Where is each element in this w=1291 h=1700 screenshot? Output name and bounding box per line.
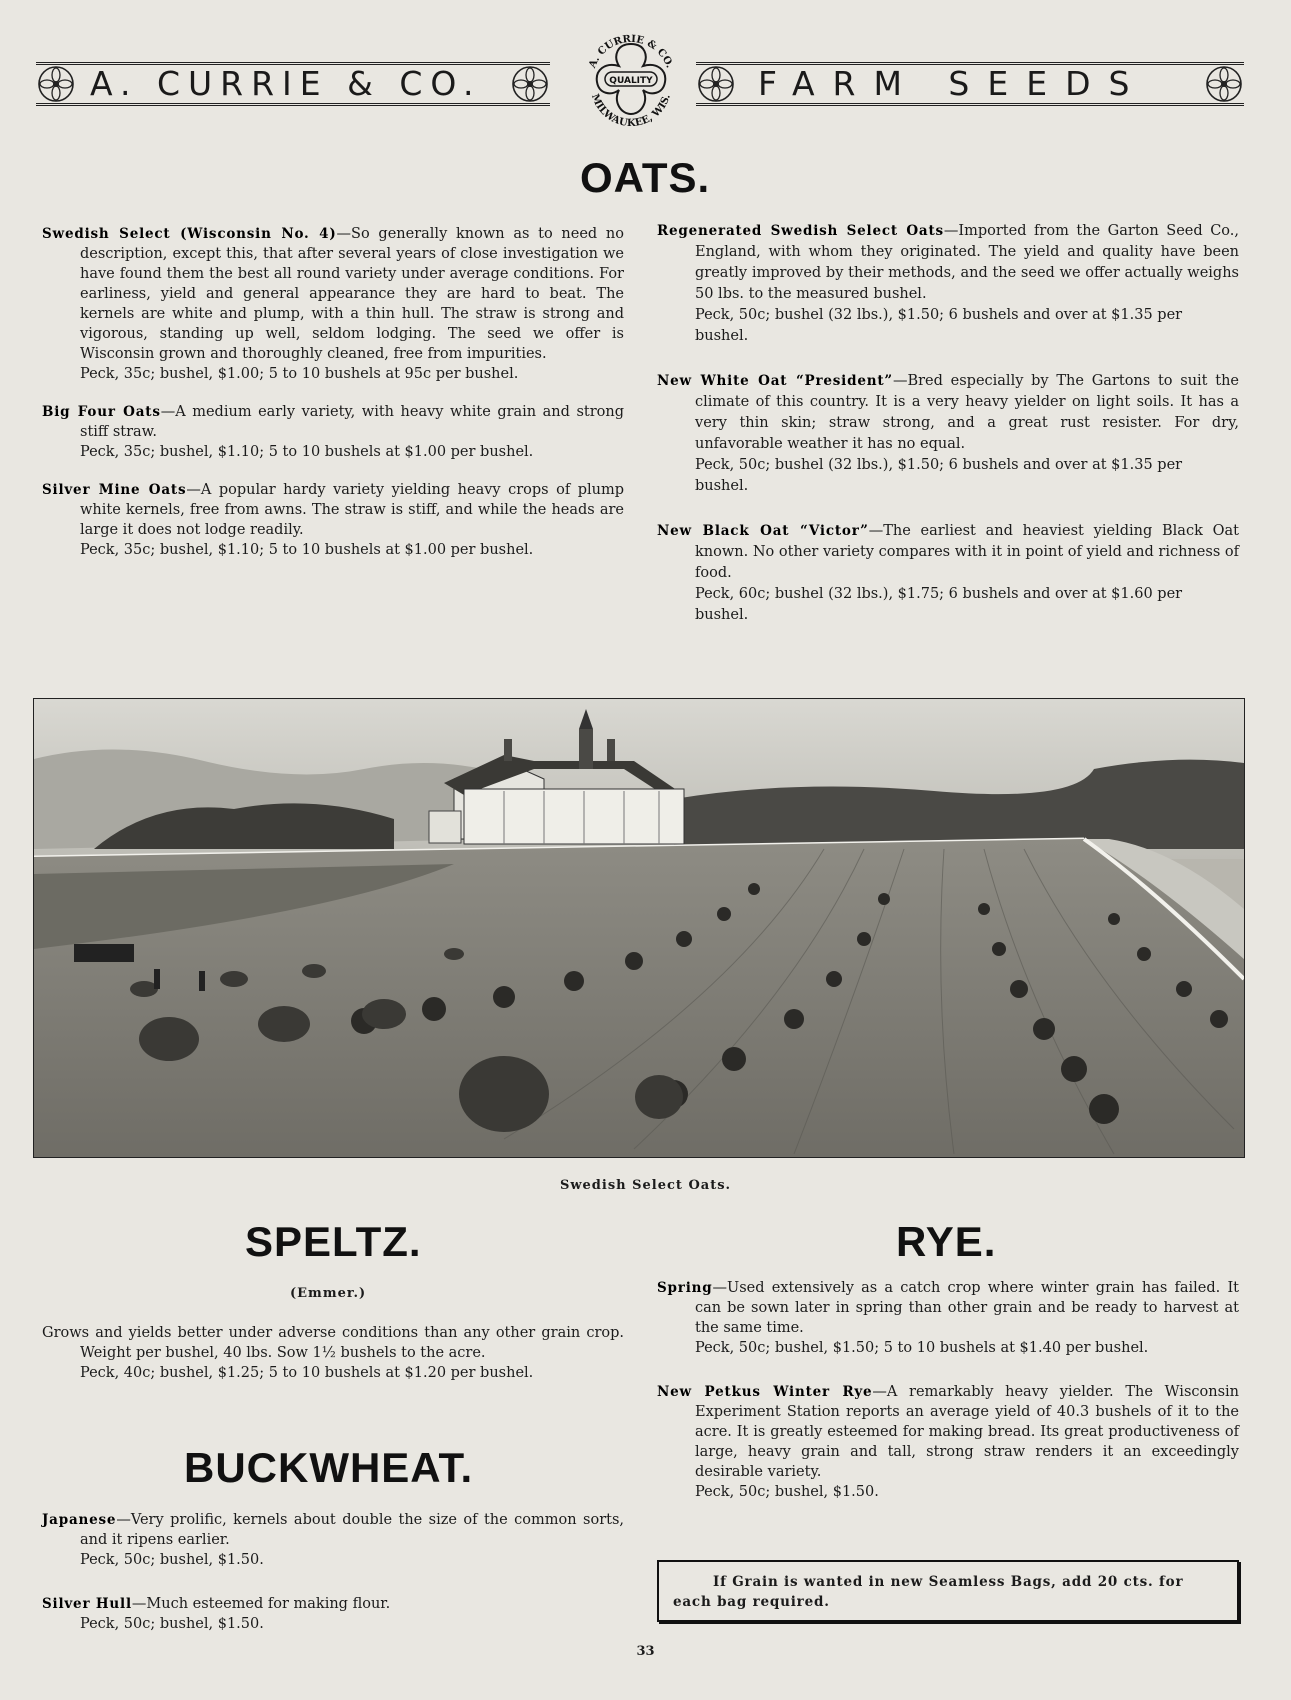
entry-description: —Much esteemed for making flour. xyxy=(131,1596,391,1612)
entry-description: —Imported from the Garton Seed Co., England, with whom they originated. The yield and quality have been greatly improved by their methods, and the seed we offer actually weighs 50 lbs. to the measured bushel. xyxy=(695,223,1239,302)
entry-price: Peck, 35c; bushel, $1.00; 5 to 10 bushels at 95c per bushel. xyxy=(80,366,519,382)
oats-title: OATS. xyxy=(580,154,711,201)
rosette-ornament-icon xyxy=(696,64,736,104)
entry-name: New Black Oat “Victor” xyxy=(657,523,869,539)
buckwheat-title: BUCKWHEAT. xyxy=(184,1444,474,1491)
rosette-ornament-icon xyxy=(1204,64,1244,104)
entry-description: —The earliest and heaviest yielding Black Oat known. No other variety compares with it in point of yield and richness of food. xyxy=(695,523,1239,581)
entry-name: Japanese xyxy=(42,1512,117,1528)
speltz-price: Peck, 40c; bushel, $1.25; 5 to 10 bushels at $1.20 per bushel. xyxy=(80,1365,534,1381)
entry-name: Regenerated Swedish Select Oats xyxy=(657,223,944,239)
buckwheat-entry xyxy=(42,1510,624,1570)
oat-entry xyxy=(42,402,624,462)
entry-price: Peck, 35c; bushel, $1.10; 5 to 10 bushels at $1.00 per bushel. xyxy=(80,444,534,460)
rosette-ornament-icon xyxy=(36,64,76,104)
entry-name: New White Oat “President” xyxy=(657,373,893,389)
seal-bottom-text: MILWAUKEE, WIS. xyxy=(588,92,673,130)
entry-name: Spring xyxy=(657,1280,713,1296)
oat-entry xyxy=(657,521,1239,626)
oat-entry xyxy=(42,480,624,560)
photo-caption: Swedish Select Oats. xyxy=(559,1178,732,1193)
entry-price: Peck, 35c; bushel, $1.10; 5 to 10 bushels at $1.00 per bushel. xyxy=(80,542,534,558)
seal-top-text: A. CURRIE & CO. xyxy=(587,33,675,70)
entry-name: New Petkus Winter Rye xyxy=(657,1384,873,1400)
svg-text:A. CURRIE & CO. xyxy=(587,34,675,71)
entry-price: Peck, 50c; bushel, $1.50. xyxy=(80,1552,264,1568)
rye-title: RYE. xyxy=(896,1218,997,1265)
oats-right-column xyxy=(657,221,1239,626)
header-banner-left xyxy=(36,62,550,106)
entry-name: Big Four Oats xyxy=(42,404,161,420)
entry-description: —A popular hardy variety yielding heavy crops of plump white kernels, free from awns. The straw is stiff, and while the heads are large it does not lodge readily. xyxy=(80,482,624,538)
entry-description: —Bred especially by The Gartons to suit the climate of this country. It is a very heavy yielder on light soils. It has a very thin skin; straw strong, and a great rust resister. For dry, unfavorable weather it has no equal. xyxy=(695,373,1239,452)
notice-text: If Grain is wanted in new Seamless Bags, add 20 cts. for each bag required. xyxy=(673,1574,1184,1610)
entry-price: Peck, 50c; bushel (32 lbs.), $1.50; 6 bushels and over at $1.35 per bushel. xyxy=(695,307,1183,344)
speltz-subtitle: (Emmer.) xyxy=(290,1286,367,1301)
quality-seal-logo xyxy=(575,22,687,134)
rosette-ornament-icon xyxy=(510,64,550,104)
rye-section xyxy=(657,1278,1239,1502)
speltz-entry xyxy=(42,1323,624,1383)
entry-price: Peck, 50c; bushel, $1.50. xyxy=(695,1484,879,1500)
header-company-name: A. CURRIE & CO. xyxy=(90,64,482,103)
oat-entry xyxy=(657,371,1239,497)
entry-description: —A remarkably heavy yielder. The Wisconsin Experiment Station reports an average yield of 40.3 bushels of it to the acre. It is greatly esteemed for making bread. Its great productiveness of large, heavy grain and tall, strong straw renders it an exceedingly desirable variety. xyxy=(695,1384,1239,1480)
speltz-title: SPELTZ. xyxy=(245,1218,422,1265)
header-banner-right xyxy=(696,62,1244,106)
entry-description: —Very prolific, kernels about double the size of the common sorts, and it ripens earlier. xyxy=(80,1512,624,1548)
oat-entry xyxy=(657,221,1239,347)
header-farm-seeds: FARM SEEDS xyxy=(758,64,1148,103)
page-number: 33 xyxy=(636,1644,655,1659)
buckwheat-entry xyxy=(42,1594,624,1634)
oat-field-photo xyxy=(33,698,1245,1158)
speltz-section xyxy=(42,1323,624,1383)
entry-price: Peck, 60c; bushel (32 lbs.), $1.75; 6 bushels and over at $1.60 per bushel. xyxy=(695,586,1183,623)
entry-name: Silver Hull xyxy=(42,1596,132,1612)
entry-name: Swedish Select (Wisconsin No. 4) xyxy=(42,226,337,242)
entry-description: —Used extensively as a catch crop where winter grain has failed. It can be sown later in spring than other grain and be ready to harvest at the same time. xyxy=(695,1280,1239,1336)
seamless-bags-notice xyxy=(657,1560,1239,1622)
buckwheat-section xyxy=(42,1510,624,1634)
entry-price: Peck, 50c; bushel (32 lbs.), $1.50; 6 bushels and over at $1.35 per bushel. xyxy=(695,457,1183,494)
rye-entry xyxy=(657,1278,1239,1358)
oats-left-column xyxy=(42,224,624,560)
entry-price: Peck, 50c; bushel, $1.50; 5 to 10 bushels at $1.40 per bushel. xyxy=(695,1340,1149,1356)
entry-name: Silver Mine Oats xyxy=(42,482,187,498)
entry-description: —So generally known as to need no description, except this, that after several years of close investigation we have found them the best all round variety under average conditions. For earliness, yield and general appearance they are hard to beat. The kernels are white and plump, with a thin hull. The straw is strong and vigorous, standing up well, seldom lodging. The seed we offer is Wisconsin grown and thoroughly cleaned, free from impurities. xyxy=(80,226,624,362)
svg-text:MILWAUKEE, WIS. xyxy=(589,93,673,129)
seal-center-text: QUALITY xyxy=(609,76,653,86)
entry-price: Peck, 50c; bushel, $1.50. xyxy=(80,1616,264,1632)
farm-field-illustration xyxy=(34,699,1244,1157)
rye-entry xyxy=(657,1382,1239,1502)
speltz-description: Grows and yields better under adverse conditions than any other grain crop. Weight per bushel, 40 lbs. Sow 1½ bushels to the acre. xyxy=(42,1325,624,1361)
entry-description: —A medium early variety, with heavy white grain and strong stiff straw. xyxy=(80,404,625,440)
oat-entry xyxy=(42,224,624,384)
